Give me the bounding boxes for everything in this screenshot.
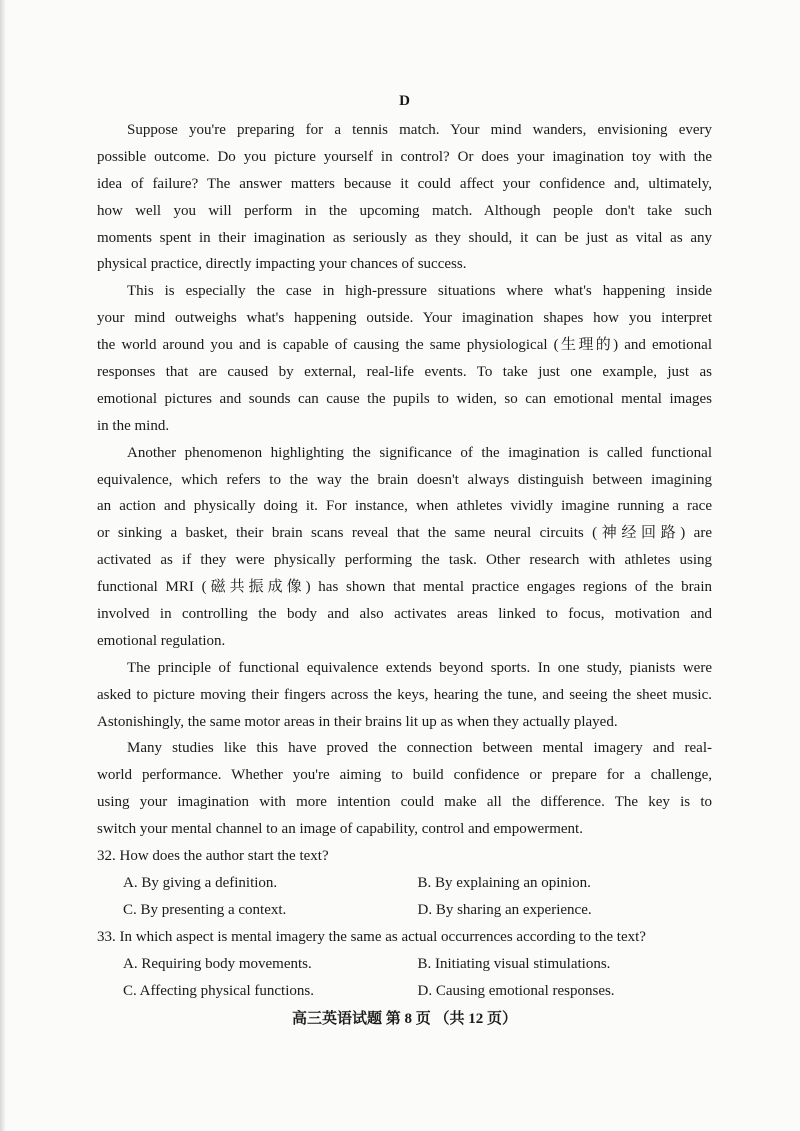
paragraph <box>97 655 712 736</box>
section-title: D <box>399 93 410 109</box>
paragraph <box>97 278 712 439</box>
exam-page <box>97 88 712 1033</box>
paragraph-line: how well you will perform in the upcoming match. Although people don't take such <box>97 202 712 219</box>
answer-option[interactable]: C. By presenting a context. <box>123 901 287 918</box>
paragraph-line: or sinking a basket, their brain scans reveal that the same neural circuits (神经回路) are <box>97 525 712 542</box>
paragraph-line: asked to picture moving their fingers across the keys, hearing the tune, and seeing the sheet music. <box>97 686 712 703</box>
reading-passage <box>97 117 712 843</box>
answer-option[interactable]: A. By giving a definition. <box>123 874 278 891</box>
options-row <box>97 897 712 924</box>
paragraph-line: your mind outweighs what's happening outside. Your imagination shapes how you interpret <box>97 310 712 327</box>
answer-option[interactable]: A. Requiring body movements. <box>123 955 312 972</box>
paragraph-line: involved in controlling the body and also activates areas linked to focus, motivation and <box>97 606 712 623</box>
answer-option[interactable]: B. By explaining an opinion. <box>417 874 591 891</box>
paragraph-line: an action and physically doing it. For instance, when athletes vividly imagine running a race <box>97 498 712 515</box>
question-stem: 33. In which aspect is mental imagery the same as actual occurrences according to the text? <box>97 928 646 945</box>
options-row <box>97 870 712 897</box>
paragraph <box>97 440 712 655</box>
paragraph-line: functional MRI (磁共振成像) has shown that mental practice engages regions of the brain <box>97 579 712 596</box>
scan-edge <box>0 0 6 1131</box>
paragraph <box>97 735 712 843</box>
paragraph-line: emotional pictures and sounds can cause the pupils to widen, so can emotional mental images <box>97 390 712 407</box>
answer-option[interactable]: B. Initiating visual stimulations. <box>417 955 611 972</box>
paragraph-line: Many studies like this have proved the connection between mental imagery and real- <box>127 740 712 757</box>
answer-option[interactable]: C. Affecting physical functions. <box>123 982 314 999</box>
answer-option[interactable]: D. Causing emotional responses. <box>417 982 615 999</box>
questions <box>97 843 712 1004</box>
paragraph-line: in the mind. <box>97 417 170 434</box>
question-stem: 32. How does the author start the text? <box>97 848 329 865</box>
page-footer: 高三英语试题 第 8 页 （共 12 页） <box>291 1011 517 1028</box>
paragraph-line: Suppose you're preparing for a tennis match. Your mind wanders, envisioning every <box>127 122 712 138</box>
paragraph-line: idea of failure? The answer matters because it could affect your confidence and, ultimately, <box>97 175 712 192</box>
paragraph-line: using your imagination with more intention could make all the difference. The key is to <box>97 794 712 811</box>
paragraph-line: moments spent in their imagination as seriously as they should, it can be just as vital as any <box>97 229 712 246</box>
paragraph-line: switch your mental channel to an image of capability, control and empowerment. <box>97 821 583 838</box>
paragraph-line: Astonishingly, the same motor areas in their brains lit up as when they actually played. <box>97 713 618 730</box>
paragraph-line: possible outcome. Do you picture yourself in control? Or does your imagination toy with the <box>97 148 712 165</box>
question <box>97 924 712 1005</box>
paragraph-line: the world around you and is capable of causing the same physiological (生理的) and emotional <box>97 337 712 354</box>
paragraph-line: emotional regulation. <box>97 632 226 649</box>
paragraph-line: responses that are caused by external, real-life events. To take just one example, just as <box>97 364 712 381</box>
paragraph-line: The principle of functional equivalence extends beyond sports. In one study, pianists were <box>127 659 712 676</box>
options-row <box>97 978 712 1005</box>
options-row <box>97 951 712 978</box>
paragraph-line: physical practice, directly impacting your chances of success. <box>97 256 467 273</box>
paragraph-line: equivalence, which refers to the way the brain doesn't always distinguish between imagining <box>97 471 712 488</box>
paragraph-line: Another phenomenon highlighting the significance of the imagination is called functional <box>127 444 712 461</box>
paragraph-line: world performance. Whether you're aiming to build confidence or prepare for a challenge, <box>97 767 712 784</box>
question <box>97 843 712 924</box>
answer-option[interactable]: D. By sharing an experience. <box>417 901 592 918</box>
paragraph <box>97 117 712 278</box>
paragraph-line: This is especially the case in high-pressure situations where what's happening inside <box>127 283 712 300</box>
paragraph-line: activated as if they were physically performing the task. Other research with athletes using <box>97 552 712 569</box>
